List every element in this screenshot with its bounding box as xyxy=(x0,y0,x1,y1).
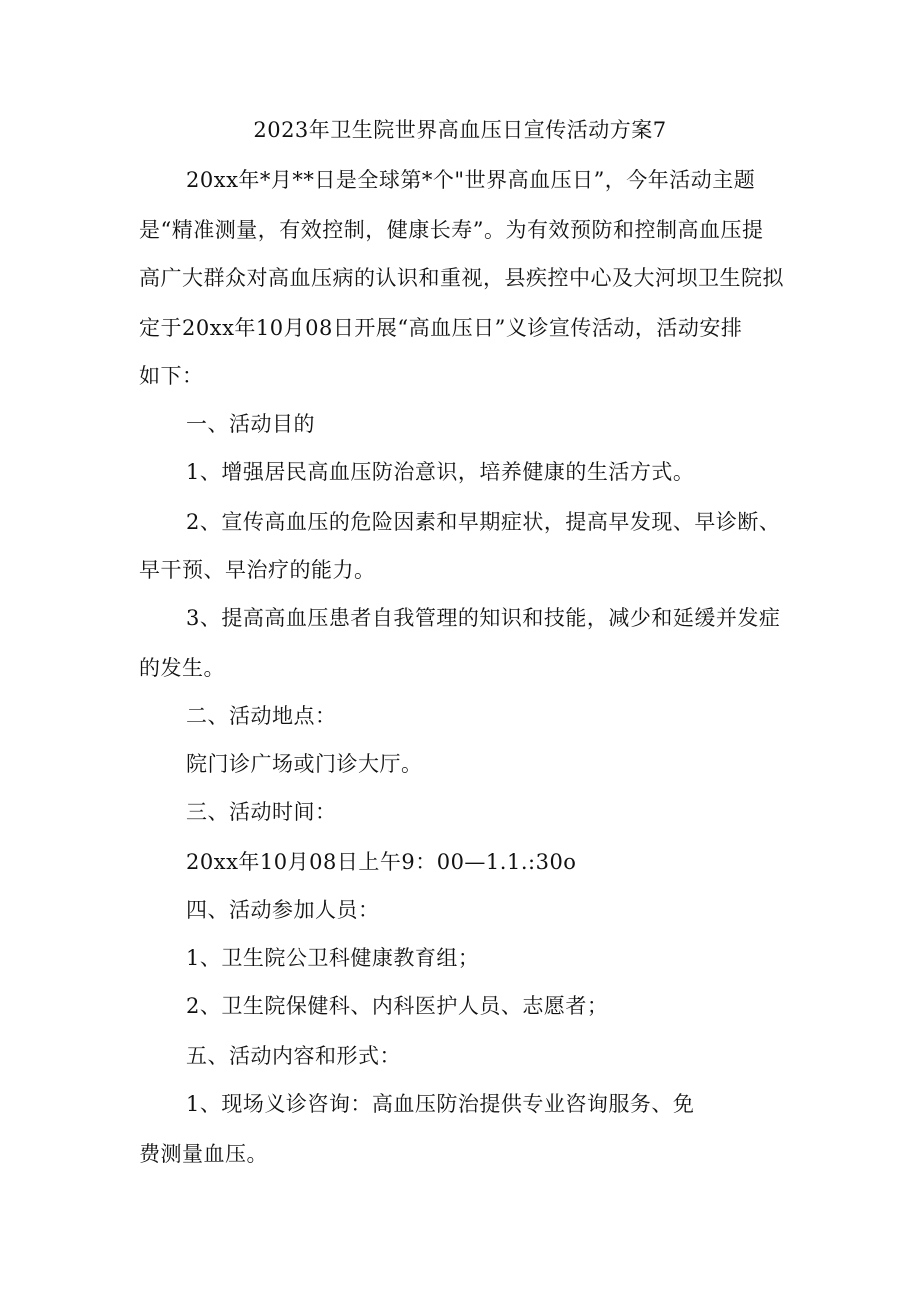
section-4-heading: 四、活动参加人员： xyxy=(186,898,380,922)
section-4-item-2: 2、卫生院保健科、内科医护人员、志愿者； xyxy=(186,994,609,1018)
intro-line-4: 定于20xx年10月08日开展“高血压日”义诊宣传活动，活动安排 xyxy=(139,316,743,340)
intro-line-2: 是“精准测量，有效控制，健康长寿”。为有效预防和控制高血压提 xyxy=(139,218,764,242)
intro-line-3: 高广大群众对高血压病的认识和重视，县疾控中心及大河坝卫生院拟 xyxy=(139,266,784,290)
section-3-heading: 三、活动时间： xyxy=(186,800,337,824)
intro-line-5: 如下： xyxy=(139,364,204,388)
intro-line-1: 20xx年*月**日是全球第*个"世界高血压日”，今年活动主题 xyxy=(186,168,756,192)
section-2-heading: 二、活动地点： xyxy=(186,704,337,728)
section-1-item-2-line-1: 2、宣传高血压的危险因素和早期症状，提高早发现、早诊断、 xyxy=(186,510,781,534)
section-5-heading: 五、活动内容和形式： xyxy=(186,1044,401,1068)
section-5-item-1-line-2: 费测量血压。 xyxy=(139,1142,268,1166)
section-2-text: 院门诊广场或门诊大厅。 xyxy=(186,752,423,776)
section-1-item-3-line-1: 3、提高高血压患者自我管理的知识和技能，减少和延缓并发症 xyxy=(186,606,781,630)
section-5-item-1-line-1: 1、现场义诊咨询：高血压防治提供专业咨询服务、免 xyxy=(186,1092,695,1116)
section-3-text: 20xx年10月08日上午9：00—1.1.:30o xyxy=(186,850,577,874)
section-4-item-1: 1、卫生院公卫科健康教育组； xyxy=(186,946,480,970)
section-1-heading: 一、活动目的 xyxy=(186,412,315,436)
section-1-item-3-line-2: 的发生。 xyxy=(139,656,225,680)
section-1-item-1: 1、增强居民高血压防治意识，培养健康的生活方式。 xyxy=(186,460,695,484)
document-title: 2023年卫生院世界高血压日宣传活动方案7 xyxy=(253,118,667,142)
section-1-item-2-line-2: 早干预、早治疗的能力。 xyxy=(139,558,376,582)
